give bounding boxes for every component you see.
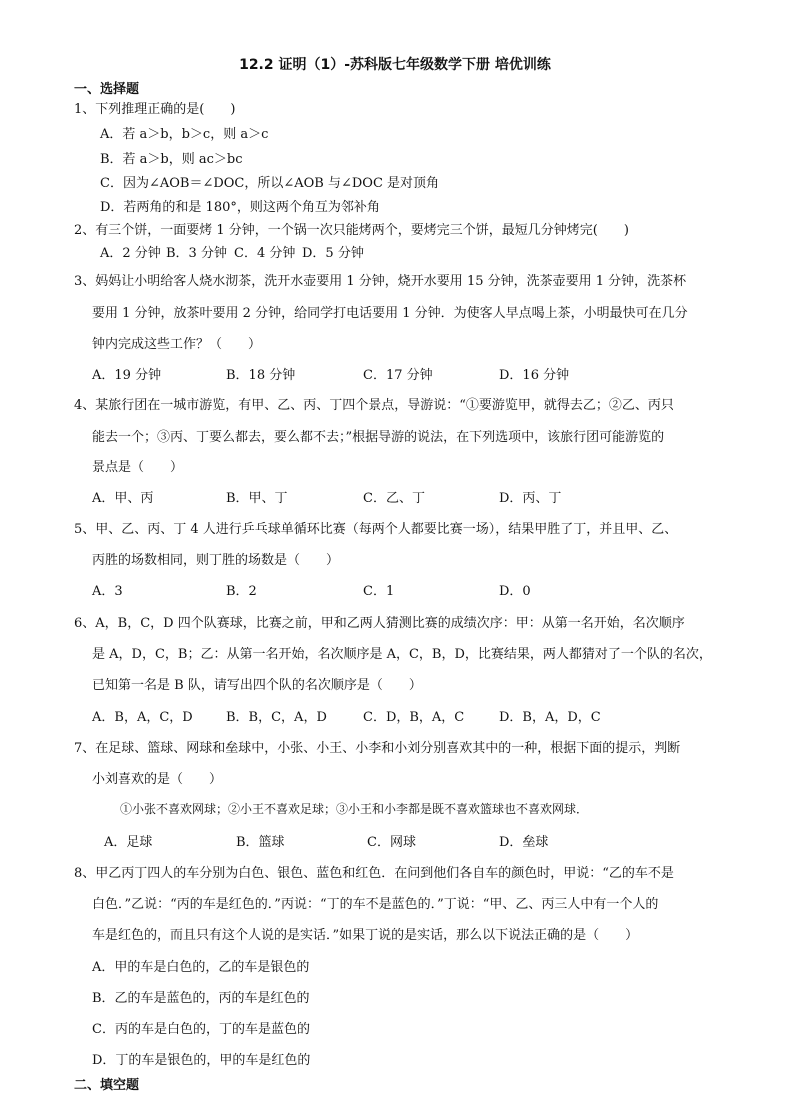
option-a: A．19 分钟	[92, 368, 162, 383]
option-b: B．2	[226, 584, 257, 599]
option-b: B．篮球	[236, 835, 285, 850]
option-d: D．16 分钟	[499, 368, 570, 383]
option-c: C．17 分钟	[363, 368, 433, 383]
question-stem-line: 已知第一名是 B 队，请写出四个队的名次顺序是（ ）	[92, 678, 422, 693]
question-stem-line: 8、甲乙丙丁四人的车分别为白色、银色、蓝色和红色．在问到他们各自车的颜色时，甲说：“乙的车不是	[74, 866, 674, 881]
option-a: A．2 分钟	[100, 246, 161, 261]
option-b: B．3 分钟	[166, 246, 227, 261]
option-c: C．乙、丁	[363, 491, 425, 506]
option-b: B．甲、丁	[226, 491, 288, 506]
question-stem-line: 白色．”乙说：“丙的车是红色的．”丙说：“丁的车不是蓝色的．”丁说：“甲、乙、丙三人中有一个人的	[92, 897, 659, 912]
option-d: D．垒球	[499, 835, 549, 850]
question-stem-line: 景点是（ ）	[92, 460, 184, 475]
option-c: C．1	[363, 584, 395, 599]
question-stem: 2、有三个饼，一面要烤 1 分钟，一个锅一次只能烤两个，要烤完三个饼，最短几分钟烤完( )	[74, 223, 629, 238]
question-stem-line: 钟内完成这些工作？（ ）	[92, 337, 262, 352]
option-a: A．B，A，C，D	[92, 710, 193, 725]
option-d: D．丙、丁	[499, 491, 562, 506]
option-d: D．5 分钟	[302, 246, 364, 261]
option-d: D．丁的车是银色的，甲的车是红色的	[92, 1053, 311, 1068]
option-b: B．若 a＞b，则 ac＞bc	[100, 152, 243, 167]
option-a: A．甲、丙	[92, 491, 154, 506]
option-c: C．4 分钟	[234, 246, 296, 261]
question-hint: ①小张不喜欢网球；②小王不喜欢足球；③小王和小李都是既不喜欢篮球也不喜欢网球．	[120, 802, 589, 816]
option-b: B．B，C，A，D	[226, 710, 327, 725]
option-c: C．丙的车是白色的，丁的车是蓝色的	[92, 1022, 310, 1037]
question-stem-line: 7、在足球、篮球、网球和垒球中，小张、小王、小李和小刘分别喜欢其中的一种，根据下面的提示，判断	[74, 741, 681, 756]
option-c: C．D，B，A，C	[363, 710, 465, 725]
question-stem-line: 3、妈妈让小明给客人烧水沏茶，洗开水壶要用 1 分钟，烧开水要用 15 分钟，洗茶壶要用 1 分钟，洗茶杯	[74, 274, 687, 289]
option-d: D．0	[499, 584, 531, 599]
question-stem-line: 5、甲、乙、丙、丁 4 人进行乒乓球单循环比赛（每两个人都要比赛一场），结果甲胜了丁，并且甲、乙、	[74, 522, 678, 537]
question-stem-line: 是 A，D，C，B；乙：从第一名开始，名次顺序是 A，C，B，D，比赛结果，两人都猜对了一个队的名次，	[92, 647, 712, 662]
option-d: D．B，A，D，C	[499, 710, 601, 725]
option-a: A．3	[92, 584, 123, 599]
option-c: C．网球	[367, 835, 416, 850]
option-b: B．乙的车是蓝色的，丙的车是红色的	[92, 991, 310, 1006]
option-a: A．甲的车是白色的，乙的车是银色的	[92, 960, 310, 975]
option-a: A．足球	[104, 835, 153, 850]
question-stem-line: 车是红色的，而且只有这个人说的是实话．”如果丁说的是实话，那么以下说法正确的是（ ）	[92, 928, 639, 943]
question-stem-line: 能去一个；③丙、丁要么都去，要么都不去；”根据导游的说法，在下列选项中，该旅行团可能游览的	[92, 430, 665, 445]
section-heading-choice: 一、选择题	[74, 82, 140, 97]
question-stem-line: 4、某旅行团在一城市游览，有甲、乙、丙、丁四个景点，导游说：“①要游览甲，就得去乙；②乙、丙只	[74, 398, 674, 413]
question-stem-line: 6、A，B，C，D 四个队赛球，比赛之前，甲和乙两人猜测比赛的成绩次序：甲：从第一名开始，名次顺序	[74, 616, 685, 631]
question-stem-line: 要用 1 分钟，放茶叶要用 2 分钟，给同学打电话要用 1 分钟．为使客人早点喝上茶，小明最快可在几分	[92, 306, 688, 321]
option-b: B．18 分钟	[226, 368, 296, 383]
question-stem: 1、下列推理正确的是( )	[74, 102, 236, 117]
option-d: D．若两角的和是 180°，则这两个角互为邻补角	[100, 200, 380, 215]
option-a: A．若 a＞b，b＞c，则 a＞c	[100, 127, 269, 142]
option-c: C．因为∠AOB＝∠DOC，所以∠AOB 与∠DOC 是对顶角	[100, 176, 440, 191]
page-title: 12.2 证明（1）-苏科版七年级数学下册 培优训练	[239, 57, 551, 73]
question-stem-line: 丙胜的场数相同，则丁胜的场数是（ ）	[92, 553, 340, 568]
question-stem-line: 小刘喜欢的是（ ）	[92, 772, 223, 787]
section-heading-fill-blank: 二、填空题	[74, 1078, 140, 1093]
